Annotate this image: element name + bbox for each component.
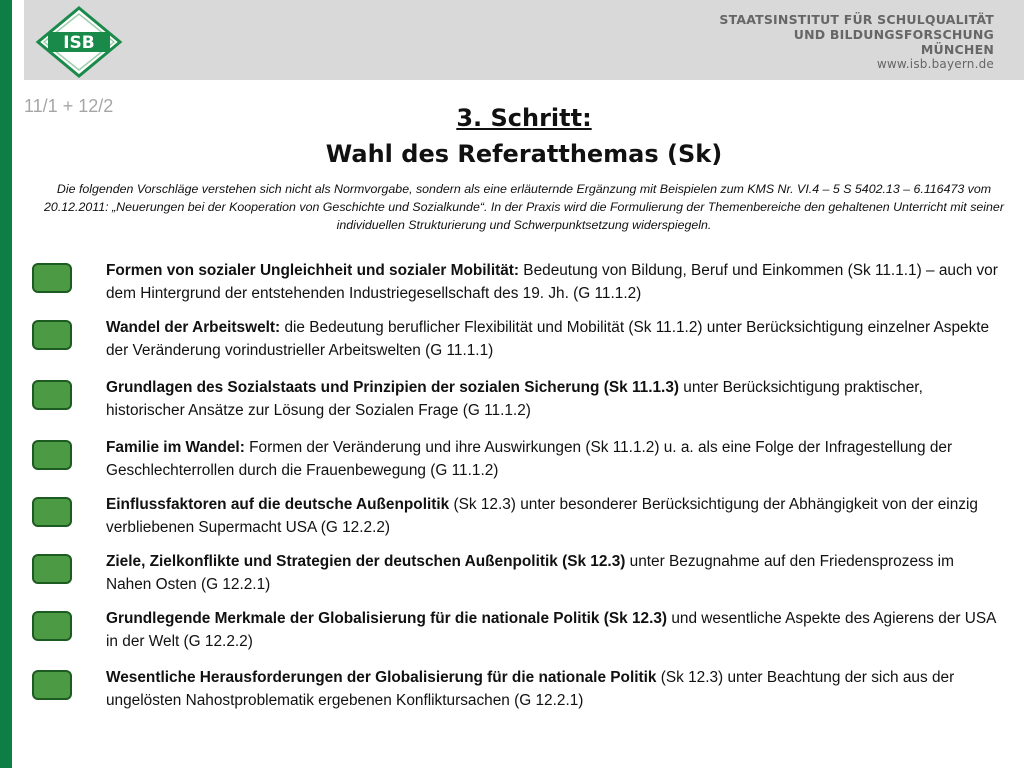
topic-rest: unter Bezugnahme auf den Friedensprozess im Nahen Osten (G 12.2.1) [106, 553, 954, 593]
slide-title-main: Wahl des Referatthemas (Sk) [325, 140, 723, 168]
topic-text [106, 493, 1002, 539]
institute-line-2: UND BILDUNGSFORSCHUNG [793, 27, 994, 42]
topic-bold: Grundlegende Merkmale der Globalisierung für die nationale Politik (Sk 12.3) [106, 610, 668, 627]
topic-text [106, 666, 1002, 712]
topic-rest: Bedeutung von Bildung, Beruf und Einkommen (Sk 11.1.1) – auch vor dem Hintergrund der entstehenden Industriegesellschaft des 19. Jh. (G 11.1.2) [106, 262, 998, 302]
logo-text: ISB [63, 33, 95, 53]
topic-rest: (Sk 12.3) unter besonderer Berücksichtigung der Abhängigkeit von der einzig verbliebenen Supermacht USA (G 12.2.2) [106, 496, 978, 536]
topic-bold: Grundlagen des Sozialstaats und Prinzipien der sozialen Sicherung (Sk 11.1.3) [106, 379, 680, 396]
topic-bold: Formen von sozialer Ungleichheit und sozialer Mobilität: [106, 262, 520, 279]
topic-bullet-box [32, 611, 72, 641]
topic-item-4 [30, 436, 1005, 492]
topic-bullet-box [32, 670, 72, 700]
institute-block [719, 12, 994, 72]
topic-rest: unter Berücksichtigung praktischer, historischer Ansätze zur Lösung der Sozialen Frage (G 11.1.2) [106, 379, 923, 419]
topic-rest: Formen der Veränderung und ihre Auswirkungen (Sk 11.1.2) u. a. als eine Folge der Infragestellung der Geschlechterrollen durch die Frauenbewegung (G 11.1.2) [106, 439, 953, 479]
topic-text [106, 607, 1002, 653]
intro-note: Die folgenden Vorschläge verstehen sich nicht als Normvorgabe, sondern als eine erläuternde Ergänzung mit Beispielen zum KMS Nr. VI.4 – 5 S 5402.13 – 6.116473 vom 20.12.2011: „Neuerungen bei der Kooperation von Geschichte und Sozialkunde“. In der Praxis wird die Formulierung der Themenbereiche den gehaltenen Unterricht mit seiner individuellen Strukturierung und Schwerpunktsetzung widerspiegeln. [44, 182, 1004, 232]
topic-rest: die Bedeutung beruflicher Flexibilität und Mobilität (Sk 11.1.2) unter Berücksichtigung einzelner Aspekte der Veränderung vorindustrieller Arbeitswelten (G 11.1.1) [106, 319, 990, 359]
topic-item-7 [30, 607, 1005, 663]
topic-rest: (Sk 12.3) unter Beachtung der sich aus der ungelösten Nahostproblematik ergebenen Konfliktursachen (G 12.2.1) [106, 669, 955, 709]
topic-bold: Wandel der Arbeitswelt: [106, 319, 281, 336]
topic-item-5 [30, 493, 1005, 549]
slide-title-step-text: 3. Schritt: [456, 104, 592, 132]
topic-text [106, 316, 1002, 362]
topic-item-3 [30, 376, 1005, 432]
topic-text [106, 436, 1002, 482]
topic-bold: Einflussfaktoren auf die deutsche Außenpolitik [106, 496, 450, 513]
topic-text [106, 259, 1002, 305]
topic-bold: Ziele, Zielkonflikte und Strategien der deutschen Außenpolitik (Sk 12.3) [106, 553, 626, 570]
institute-line-3: MÜNCHEN [920, 42, 994, 57]
left-accent-stripe [0, 0, 12, 768]
isb-logo [34, 6, 124, 78]
topic-bullet-box [32, 380, 72, 410]
topic-bullet-box [32, 263, 72, 293]
topic-item-2 [30, 316, 1005, 372]
topic-bullet-box [32, 440, 72, 470]
topic-text [106, 550, 1002, 596]
topic-bold: Wesentliche Herausforderungen der Globalisierung für die nationale Politik [106, 669, 657, 686]
topic-item-1 [30, 259, 1005, 315]
topic-item-6 [30, 550, 1005, 606]
grade-label: 11/1 + 12/2 [24, 96, 114, 116]
topic-bold: Familie im Wandel: [106, 439, 245, 456]
topic-bullet-box [32, 554, 72, 584]
topic-bullet-box [32, 497, 72, 527]
topic-item-8 [30, 666, 1005, 722]
topic-rest: und wesentliche Aspekte des Agierens der USA in der Welt (G 12.2.2) [106, 610, 996, 650]
topic-bullet-box [32, 320, 72, 350]
slide-title-step [24, 104, 1024, 132]
topic-text [106, 376, 1002, 422]
institute-line-1: STAATSINSTITUT FÜR SCHULQUALITÄT [719, 12, 994, 27]
institute-url[interactable]: www.isb.bayern.de [876, 57, 994, 71]
